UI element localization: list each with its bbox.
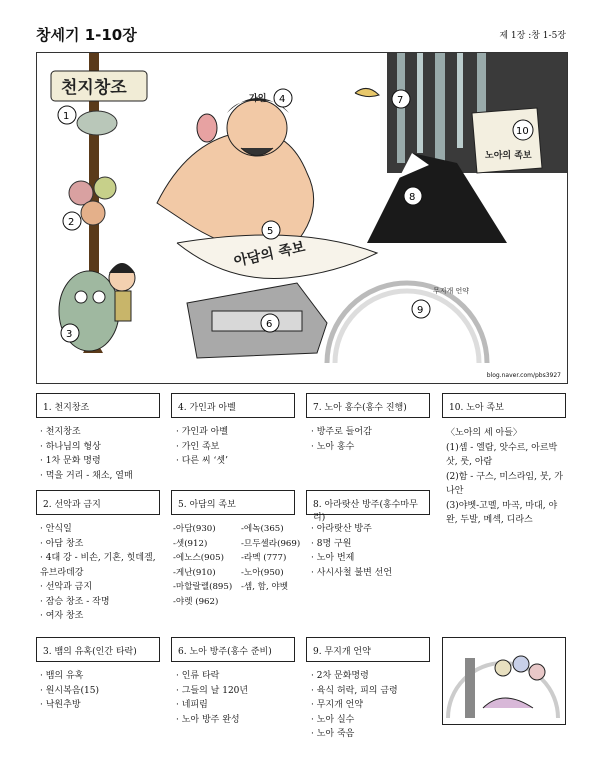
section-3-list <box>40 669 99 713</box>
marker-6 <box>261 314 279 332</box>
list-item: · 4대 강 - 비손, 기혼, 힛데겔, 유브라데강 <box>40 553 156 578</box>
list-item: · 네피림 <box>176 700 208 710</box>
list-item: · 선악과 금지 <box>40 582 93 592</box>
dove-icon <box>355 88 379 96</box>
list-item: · 노아 죽음 <box>311 729 355 739</box>
noah-ark <box>187 283 327 358</box>
rainbow <box>327 283 487 363</box>
section-8-header: 8. 아라랏산 방주(홍수마무리) <box>306 490 430 515</box>
list-item: 〈노아의 세 아들〉 <box>446 428 522 438</box>
svg-text:6: 6 <box>266 319 273 330</box>
section-4-header: 4. 가인과 아벨 <box>171 393 295 418</box>
list-item: · 노아 실수 <box>311 714 355 725</box>
list-item: · 노아 방주 완성 <box>176 714 240 725</box>
marker-3 <box>61 324 79 342</box>
list-item: · 여자 창조 <box>40 611 84 621</box>
section-4-list <box>176 425 228 469</box>
section-9-list <box>311 669 398 742</box>
genealogy-row: -아담(930) -에녹(365) <box>173 524 284 534</box>
list-item: · 인류 타락 <box>176 671 220 681</box>
svg-text:2: 2 <box>68 217 75 228</box>
marker-2 <box>63 212 81 230</box>
section-1-list <box>40 425 133 483</box>
rainbow-label: 무지개 언약 <box>433 287 470 295</box>
list-item: · 노아 홍수 <box>311 441 355 452</box>
noah-scroll <box>472 108 542 173</box>
image-credit: blog.naver.com/pbs3927 <box>486 372 561 379</box>
section-3-header: 3. 뱀의 유혹(인간 타락) <box>36 637 160 662</box>
list-item: · 2차 문화명령 <box>311 671 369 681</box>
svg-text:7: 7 <box>397 95 404 106</box>
list-item: · 다른 씨 ‘셋’ <box>176 456 228 466</box>
genealogy-row: -게난(910) -노아(950) <box>173 567 284 578</box>
svg-text:8: 8 <box>409 192 416 203</box>
section-7-header: 7. 노아 홍수(홍수 진행) <box>306 393 430 418</box>
banner-text: 천지창조 <box>61 78 127 98</box>
svg-text:10: 10 <box>516 126 529 137</box>
page-title: 창세기 1-10장 <box>36 26 137 44</box>
cain-label: 가인 <box>249 94 267 104</box>
list-item: · 뱀의 유혹 <box>40 671 84 681</box>
list-item: · 천지창조 <box>40 427 81 437</box>
small-illustration <box>442 637 566 725</box>
genealogy-row: -셋(912) -므두셀라(969) <box>173 538 301 549</box>
list-item: (2)함 - 구스, 미스라임, 붓, 가나안 <box>446 471 563 496</box>
section-8-list <box>311 522 392 580</box>
list-item: · 잠승 창조 - 작명 <box>40 596 110 607</box>
list-item: · 그들의 날 120년 <box>176 685 249 696</box>
creation-banner <box>51 71 147 101</box>
genealogy-list <box>173 522 300 609</box>
section-2-list <box>40 522 162 624</box>
marker-10 <box>513 120 533 140</box>
marker-7 <box>392 90 410 108</box>
list-item: · 방주로 들어감 <box>311 427 372 437</box>
list-item: · 사시사철 불변 선언 <box>311 567 393 578</box>
svg-text:9: 9 <box>417 305 424 316</box>
list-item: (1)셈 - 엘람, 앗수르, 아르박삿, 룻, 아람 <box>446 442 558 467</box>
section-10-list <box>446 426 568 528</box>
list-item: · 8명 구원 <box>311 538 352 549</box>
section-2-header: 2. 선악과 금지 <box>36 490 160 515</box>
marker-1 <box>58 106 76 124</box>
list-item: · 노아 번제 <box>311 553 355 563</box>
list-item: · 아담 창조 <box>40 538 84 549</box>
genealogy-row: -에노스(905) -라멕 (777) <box>173 553 287 563</box>
genealogy-row: -야렛 (962) <box>173 596 219 607</box>
list-item: · 아라랏산 방주 <box>311 524 372 534</box>
list-item: · 먹을 거리 - 채소, 열매 <box>40 470 133 481</box>
list-item: · 안식일 <box>40 524 72 534</box>
section-1-header: 1. 천지창조 <box>36 393 160 418</box>
section-5-header: 5. 아담의 족보 <box>171 490 295 515</box>
list-item: · 가인과 아벨 <box>176 427 229 437</box>
list-item: · 육식 허락, 피의 금령 <box>311 685 398 696</box>
svg-text:1: 1 <box>63 111 70 122</box>
svg-text:5: 5 <box>267 226 274 237</box>
section-7-list <box>311 425 372 454</box>
cain-figure <box>157 98 314 253</box>
list-item: · 원시복음(15) <box>40 685 99 696</box>
section-9-header: 9. 무지개 언약 <box>306 637 430 662</box>
section-6-list <box>176 669 248 727</box>
marker-8 <box>404 187 422 205</box>
list-item: (3)야벳-고멜, 마곡, 마대, 야완, 두발, 메섹, 디라스 <box>446 500 558 525</box>
marker-9 <box>412 300 430 318</box>
svg-text:4: 4 <box>279 94 286 105</box>
adam-scroll-text: 아담의 족보 <box>232 239 307 270</box>
section-10-header: 10. 노아 족보 <box>442 393 566 418</box>
list-item: · 가인 족보 <box>176 441 220 452</box>
genealogy-row: -마할랄렐(895) -셈, 함, 야벳 <box>173 582 289 592</box>
marker-5 <box>262 221 280 239</box>
adam-scroll <box>177 235 377 279</box>
chapter-reference: 제 1장 :창 1-5장 <box>499 31 566 41</box>
main-illustration <box>36 52 568 384</box>
list-item: · 무지개 언약 <box>311 700 364 710</box>
list-item: · 낙원추방 <box>40 700 81 710</box>
svg-text:3: 3 <box>66 329 73 340</box>
noah-scroll-text: 노아의 족보 <box>485 151 532 161</box>
section-6-header: 6. 노아 방주(홍수 준비) <box>171 637 295 662</box>
list-item: · 1차 문화 명령 <box>40 456 101 466</box>
list-item: · 하나님의 형상 <box>40 441 101 452</box>
marker-4 <box>274 89 292 107</box>
